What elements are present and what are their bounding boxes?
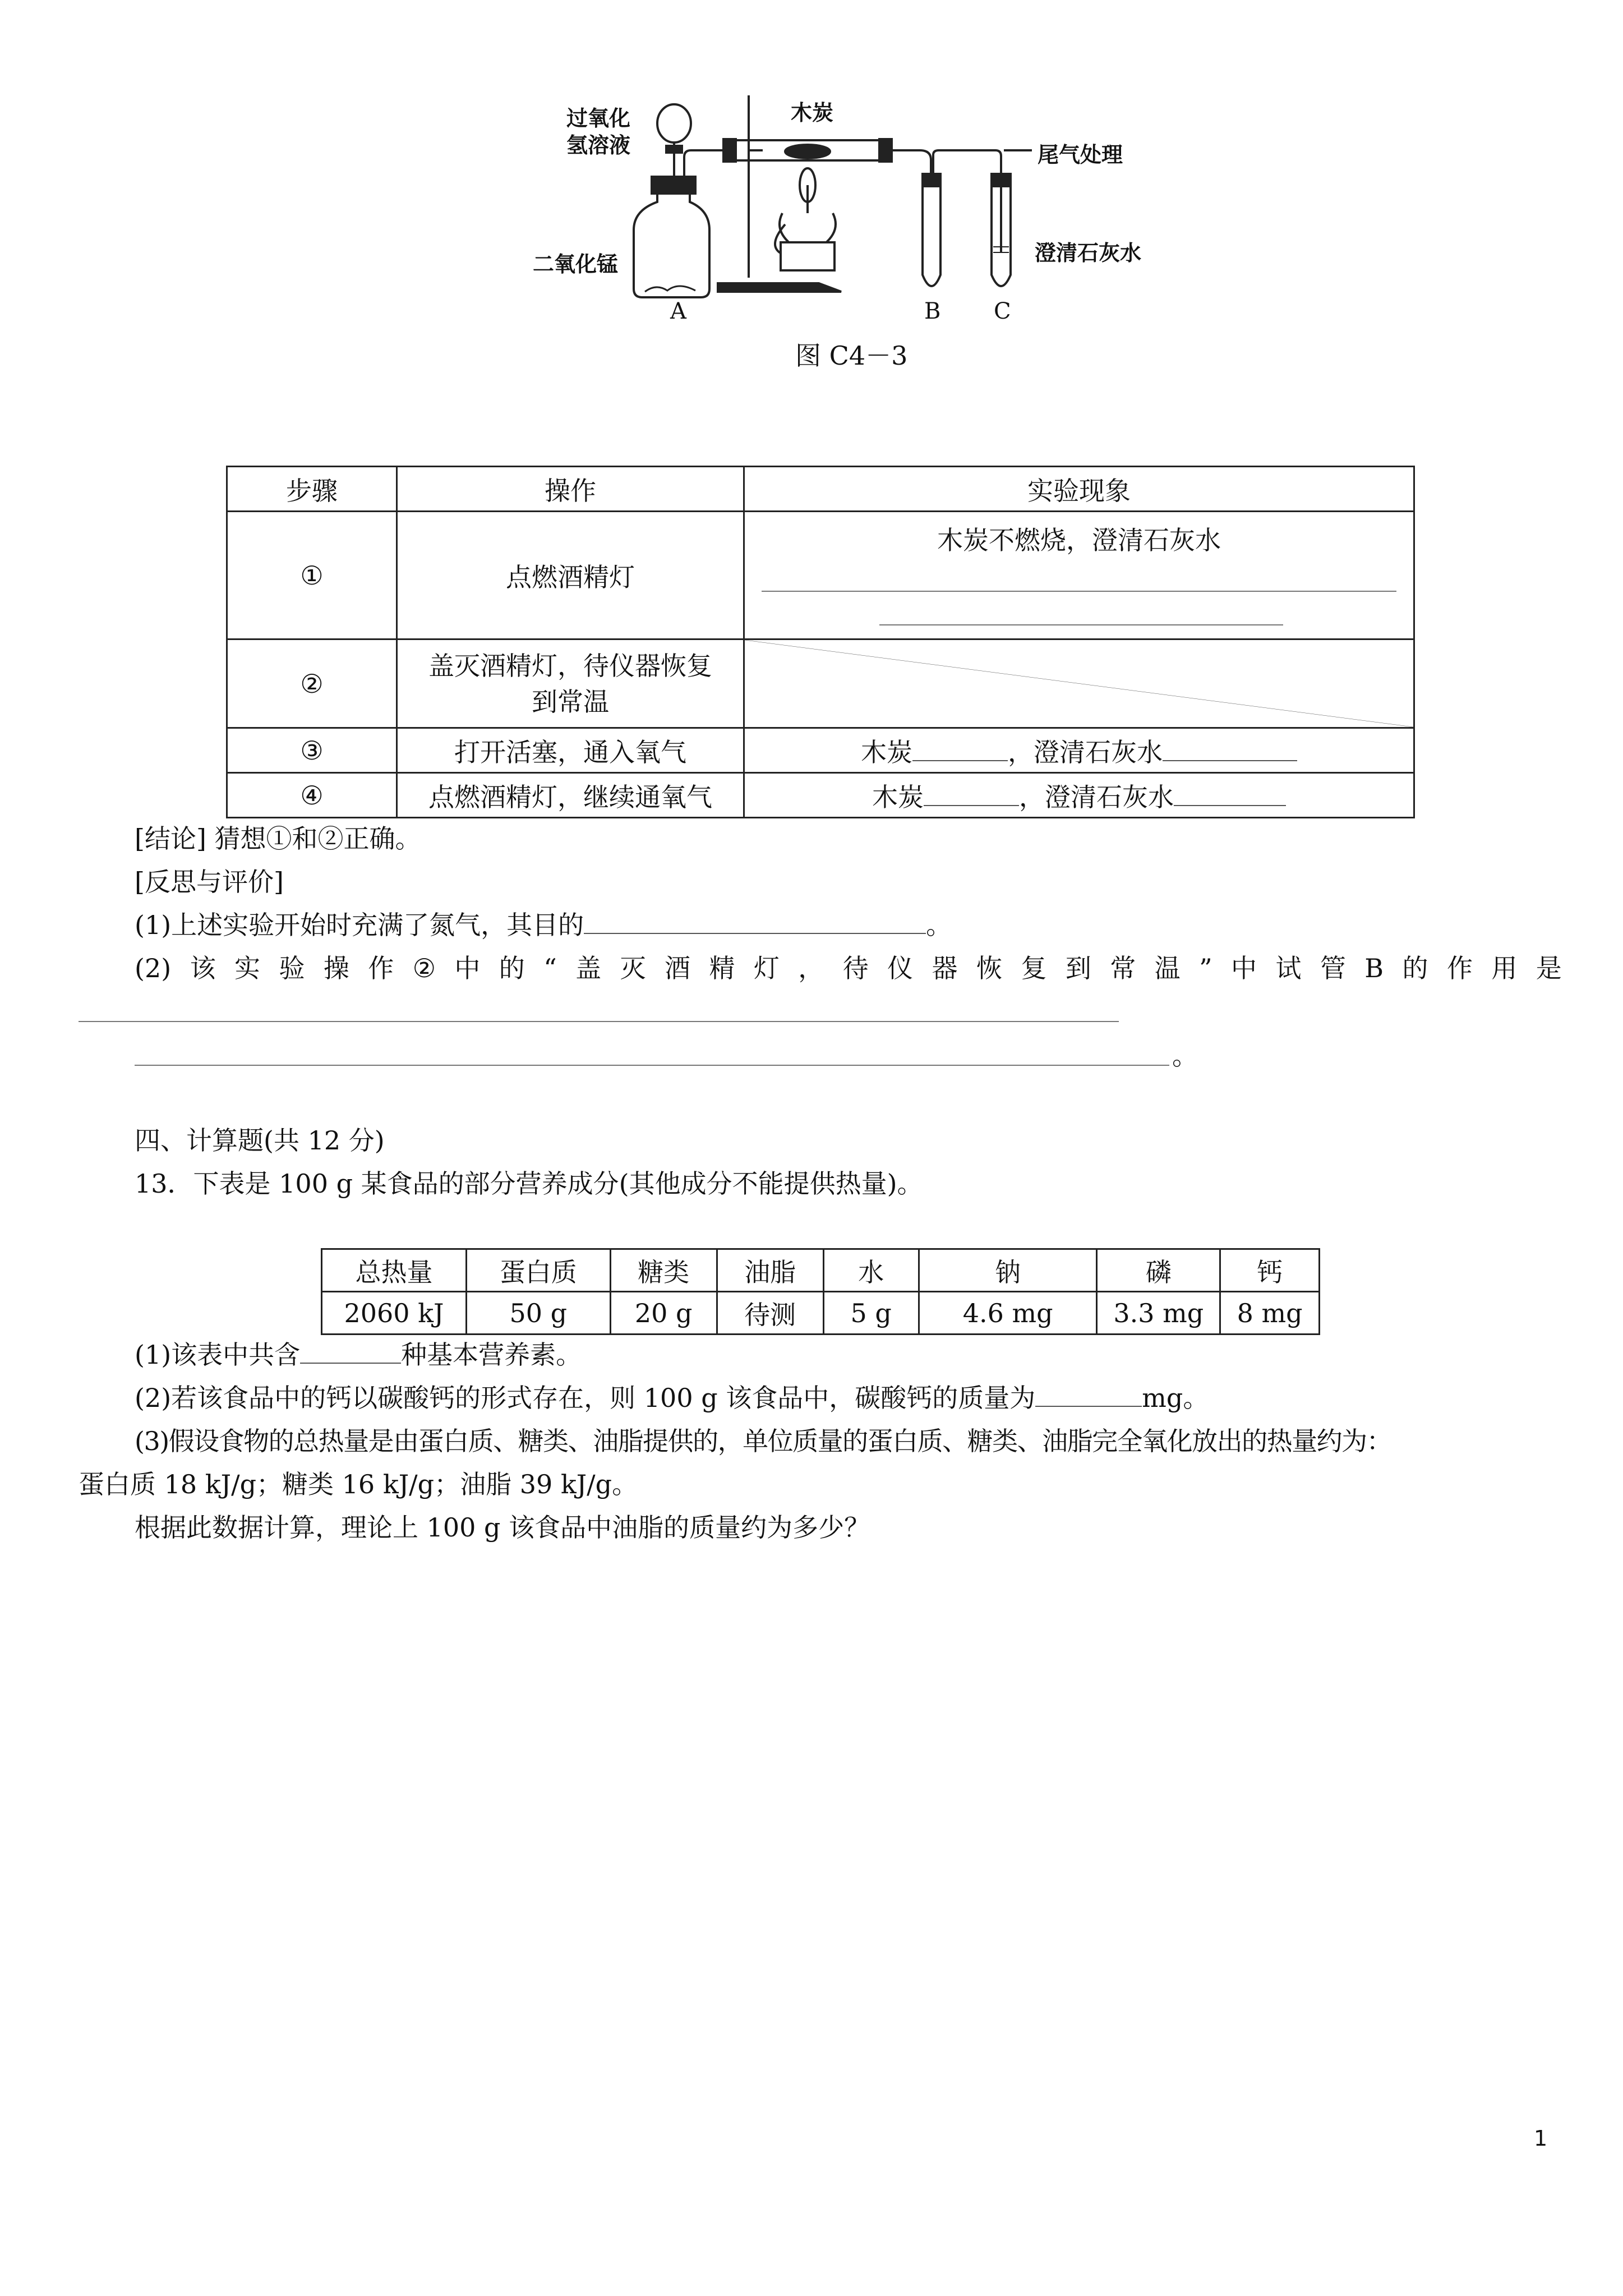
q2-char: ②: [412, 953, 436, 983]
question-13: 13．下表是 100 g 某食品的部分营养成分(其他成分不能提供热量)。: [135, 1168, 923, 1199]
answer-blank[interactable]: [300, 1338, 401, 1364]
question-2: [135, 951, 1562, 985]
q13-2-end: mg。: [1142, 1383, 1209, 1413]
label-h2o2-line2: 氢溶液: [566, 133, 631, 158]
label-mno2: 二氧化锰: [533, 252, 619, 277]
answer-blank[interactable]: [879, 624, 1283, 625]
row3-step: ③: [227, 728, 397, 773]
q2-char: 作: [368, 953, 394, 983]
question-13-2: [135, 1381, 1209, 1415]
q2-char: 精: [709, 953, 735, 983]
nutrient-header: 磷: [1097, 1249, 1220, 1292]
reflection-title: [反思与评价]: [135, 867, 284, 897]
q2-char: 操: [323, 953, 349, 983]
page-number: 1: [1534, 2126, 1548, 2151]
table-row: [227, 512, 1414, 639]
row2-operation-line2: 到常温: [532, 686, 609, 717]
answer-blank[interactable]: [1035, 1381, 1142, 1407]
q13-1-text: (1)该表中共含: [135, 1340, 301, 1370]
nutrient-header: 油脂: [717, 1249, 823, 1292]
q2-char: ”: [1199, 953, 1212, 983]
row3-phen-a: 木炭: [861, 737, 912, 767]
q2-char: 复: [1021, 953, 1047, 983]
q2-char: ，: [798, 953, 824, 983]
q1-end: 。: [926, 910, 952, 940]
header-operation: 操作: [397, 467, 744, 512]
answer-blank[interactable]: [79, 1021, 1119, 1022]
row4-phenomenon: [744, 773, 1414, 818]
label-a: A: [670, 298, 686, 324]
row4-step: ④: [227, 773, 397, 818]
answer-blank[interactable]: [762, 591, 1396, 592]
answer-blank[interactable]: [1163, 735, 1297, 761]
label-limewater: 澄清石灰水: [1035, 241, 1142, 265]
answer-blank[interactable]: [912, 735, 1008, 761]
nutrient-value: 20 g: [610, 1292, 717, 1335]
q2-char: 灯: [753, 953, 780, 983]
nutrient-value: 待测: [717, 1292, 823, 1335]
row4-operation: 点燃酒精灯，继续通氧气: [397, 773, 744, 818]
q2-char: 温: [1154, 953, 1181, 983]
q2-char: 该: [190, 953, 216, 983]
q2-char: B: [1364, 953, 1384, 983]
label-charcoal: 木炭: [791, 100, 834, 125]
q2-char: (2): [135, 953, 172, 983]
question-13-3-line2: 蛋白质 18 kJ/g；糖类 16 kJ/g；油脂 39 kJ/g。: [79, 1469, 638, 1499]
q2-char: 仪: [887, 953, 914, 983]
q2-char: 是: [1536, 953, 1562, 983]
header-phenomenon: 实验现象: [744, 467, 1414, 512]
q2-char: 实: [234, 953, 261, 983]
diagonal-line: [745, 640, 1413, 727]
nutrient-value: 50 g: [466, 1292, 610, 1335]
nutrient-header: 蛋白质: [466, 1249, 610, 1292]
conclusion: [结论] 猜想①和②正确。: [135, 823, 421, 854]
row3-phenomenon: [744, 728, 1414, 773]
nutrient-header: 水: [823, 1249, 919, 1292]
row2-operation: [397, 639, 744, 728]
label-c: C: [994, 298, 1011, 324]
question-1: [135, 908, 952, 942]
q2-char: 验: [279, 953, 305, 983]
row1-operation: 点燃酒精灯: [397, 512, 744, 639]
q2-char: 的: [1402, 953, 1428, 983]
nutrient-value: 4.6 mg: [919, 1292, 1097, 1335]
nutrient-value: 3.3 mg: [1097, 1292, 1220, 1335]
q1-text: (1)上述实验开始时充满了氮气，其目的: [135, 910, 584, 940]
row1-phenomenon-text: 木炭不燃烧，澄清石灰水: [937, 525, 1221, 555]
q2-char: 酒: [665, 953, 691, 983]
experiment-table: [226, 466, 1415, 818]
q2-char: 的: [499, 953, 525, 983]
q2-char: 到: [1065, 953, 1091, 983]
q2-char: 中: [454, 953, 481, 983]
q2-char: 灭: [620, 953, 646, 983]
row4-phen-b: ，澄清石灰水: [1019, 781, 1174, 812]
q13-2-text: (2)若该食品中的钙以碳酸钙的形式存在，则 100 g 该食品中，碳酸钙的质量为: [135, 1383, 1036, 1413]
nutrient-value: 2060 kJ: [322, 1292, 467, 1335]
q2-char: 试: [1275, 953, 1302, 983]
header-step: 步骤: [227, 467, 397, 512]
table-row: [322, 1292, 1320, 1335]
nutrient-header: 糖类: [610, 1249, 717, 1292]
table-row: [227, 639, 1414, 728]
nutrient-value: 8 mg: [1220, 1292, 1320, 1335]
label-b: B: [924, 298, 941, 324]
row1-step: ①: [227, 512, 397, 639]
label-h2o2-line1: 过氧化: [566, 106, 631, 131]
table-row: [227, 773, 1414, 818]
row2-operation-line1: 盖灭酒精灯，待仪器恢复: [428, 650, 712, 681]
question-13-4: 根据此数据计算，理论上 100 g 该食品中油脂的质量约为多少？: [135, 1512, 870, 1543]
row3-operation: 打开活塞，通入氧气: [397, 728, 744, 773]
q13-1-end: 种基本营养素。: [401, 1340, 582, 1370]
row1-phenomenon: [744, 512, 1414, 639]
nutrition-table: [321, 1248, 1320, 1335]
nutrient-value: 5 g: [823, 1292, 919, 1335]
q2-char: 中: [1231, 953, 1257, 983]
q2-char: 器: [932, 953, 958, 983]
row2-step: ②: [227, 639, 397, 728]
question-13-3-line1: (3)假设食物的总热量是由蛋白质、糖类、油脂提供的，单位质量的蛋白质、糖类、油脂完全氧化放出的热量约为：: [135, 1426, 1392, 1456]
q2-char: 待: [842, 953, 869, 983]
figure-caption: 图 C4－3: [795, 341, 908, 371]
table-header-row: [322, 1249, 1320, 1292]
answer-blank[interactable]: [1174, 780, 1286, 806]
row2-phenomenon-crossed: [744, 639, 1414, 728]
question-2-end: 。: [1172, 1041, 1198, 1071]
nutrient-header: 钙: [1220, 1249, 1320, 1292]
table-header-row: [227, 467, 1414, 512]
section-title: 四、计算题(共 12 分): [135, 1125, 385, 1156]
q2-char: “: [543, 953, 557, 983]
apparatus-figure: [527, 84, 1200, 331]
q2-char: 恢: [976, 953, 1002, 983]
q2-char: 用: [1491, 953, 1518, 983]
q2-char: 管: [1320, 953, 1346, 983]
q2-char: 作: [1446, 953, 1473, 983]
q2-char: 常: [1110, 953, 1136, 983]
question-13-1: [135, 1338, 582, 1372]
answer-blank[interactable]: [584, 908, 926, 934]
nutrient-header: 总热量: [322, 1249, 467, 1292]
q2-char: 盖: [575, 953, 602, 983]
row4-phen-a: 木炭: [872, 781, 924, 812]
nutrient-header: 钠: [919, 1249, 1097, 1292]
label-tail-gas: 尾气处理: [1038, 142, 1123, 167]
table-row: [227, 728, 1414, 773]
answer-blank[interactable]: [924, 780, 1019, 806]
answer-blank[interactable]: [135, 1065, 1169, 1066]
row3-phen-b: ，澄清石灰水: [1008, 737, 1163, 767]
